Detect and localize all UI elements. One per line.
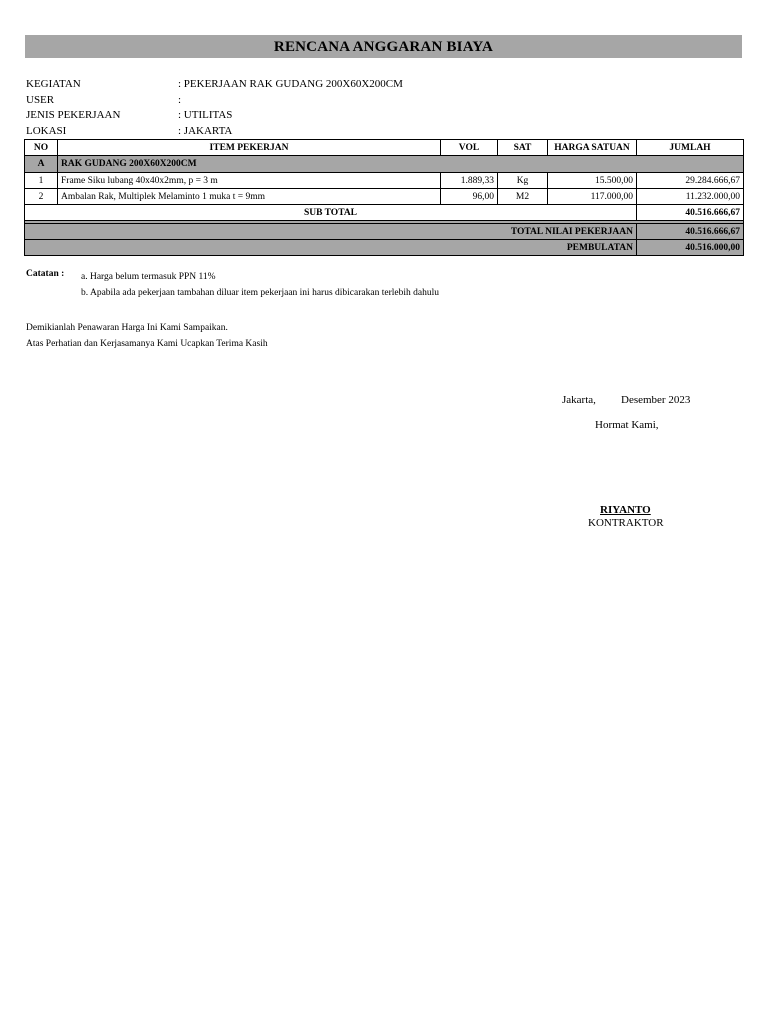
info-value: : PEKERJAAN RAK GUDANG 200X60X200CM <box>178 78 403 90</box>
total-value: 40.516.666,67 <box>637 224 744 240</box>
row-sat: Kg <box>498 173 548 189</box>
subtotal-value: 40.516.666,67 <box>637 205 744 221</box>
table-header-row <box>25 140 744 156</box>
section-no: A <box>25 156 58 173</box>
row-harga: 117.000,00 <box>548 189 637 205</box>
total-row <box>25 224 744 240</box>
signature-name: RIYANTO <box>600 504 651 516</box>
row-harga: 15.500,00 <box>548 173 637 189</box>
row-jumlah: 11.232.000,00 <box>637 189 744 205</box>
total-label: TOTAL NILAI PEKERJAAN <box>25 224 637 240</box>
info-label: JENIS PEKERJAAN <box>26 109 121 121</box>
row-sat: M2 <box>498 189 548 205</box>
document-title: RENCANA ANGGARAN BIAYA <box>25 35 742 58</box>
row-no: 1 <box>25 173 58 189</box>
table-row <box>25 173 744 189</box>
row-item: Ambalan Rak, Multiplek Melaminto 1 muka t = 9mm <box>58 189 441 205</box>
signature-place: Jakarta, <box>562 394 596 406</box>
header-jumlah: JUMLAH <box>637 140 744 156</box>
notes-label: Catatan : <box>26 269 65 279</box>
info-value: : UTILITAS <box>178 109 233 121</box>
table-row <box>25 189 744 205</box>
info-value: : JAKARTA <box>178 124 233 137</box>
row-vol: 96,00 <box>441 189 498 205</box>
info-value: : <box>178 93 182 106</box>
row-no: 2 <box>25 189 58 205</box>
row-jumlah: 29.284.666,67 <box>637 173 744 189</box>
info-label: USER <box>26 93 55 106</box>
budget-table <box>24 139 744 256</box>
subtotal-label: SUB TOTAL <box>25 205 637 221</box>
section-row <box>25 156 744 173</box>
header-vol: VOL <box>441 140 498 156</box>
closing-text <box>26 320 268 352</box>
section-name: RAK GUDANG 200X60X200CM <box>58 156 744 173</box>
info-label: LOKASI <box>26 124 67 137</box>
signature-greeting: Hormat Kami, <box>595 419 659 431</box>
rounding-label: PEMBULATAN <box>25 240 637 256</box>
row-item: Frame Siku lubang 40x40x2mm, p = 3 m <box>58 173 441 189</box>
header-no: NO <box>25 140 58 156</box>
closing-line: Atas Perhatian dan Kerjasamanya Kami Ucapkan Terima Kasih <box>26 339 268 349</box>
subtotal-row <box>25 205 744 221</box>
signature-role: KONTRAKTOR <box>588 517 664 529</box>
header-harga-satuan: HARGA SATUAN <box>548 140 637 156</box>
header-item: ITEM PEKERJAN <box>58 140 441 156</box>
note-item: b. Apabila ada pekerjaan tambahan diluar item pekerjaan ini harus dibicarakan terlebih dahulu <box>81 288 439 298</box>
rounding-row <box>25 240 744 256</box>
row-vol: 1.889,33 <box>441 173 498 189</box>
info-label: KEGIATAN <box>26 78 81 90</box>
note-item: a. Harga belum termasuk PPN 11% <box>81 272 216 282</box>
closing-line: Demikianlah Penawaran Harga Ini Kami Sampaikan. <box>26 323 228 333</box>
signature-date: Desember 2023 <box>621 394 691 406</box>
header-sat: SAT <box>498 140 548 156</box>
rounding-value: 40.516.000,00 <box>637 240 744 256</box>
